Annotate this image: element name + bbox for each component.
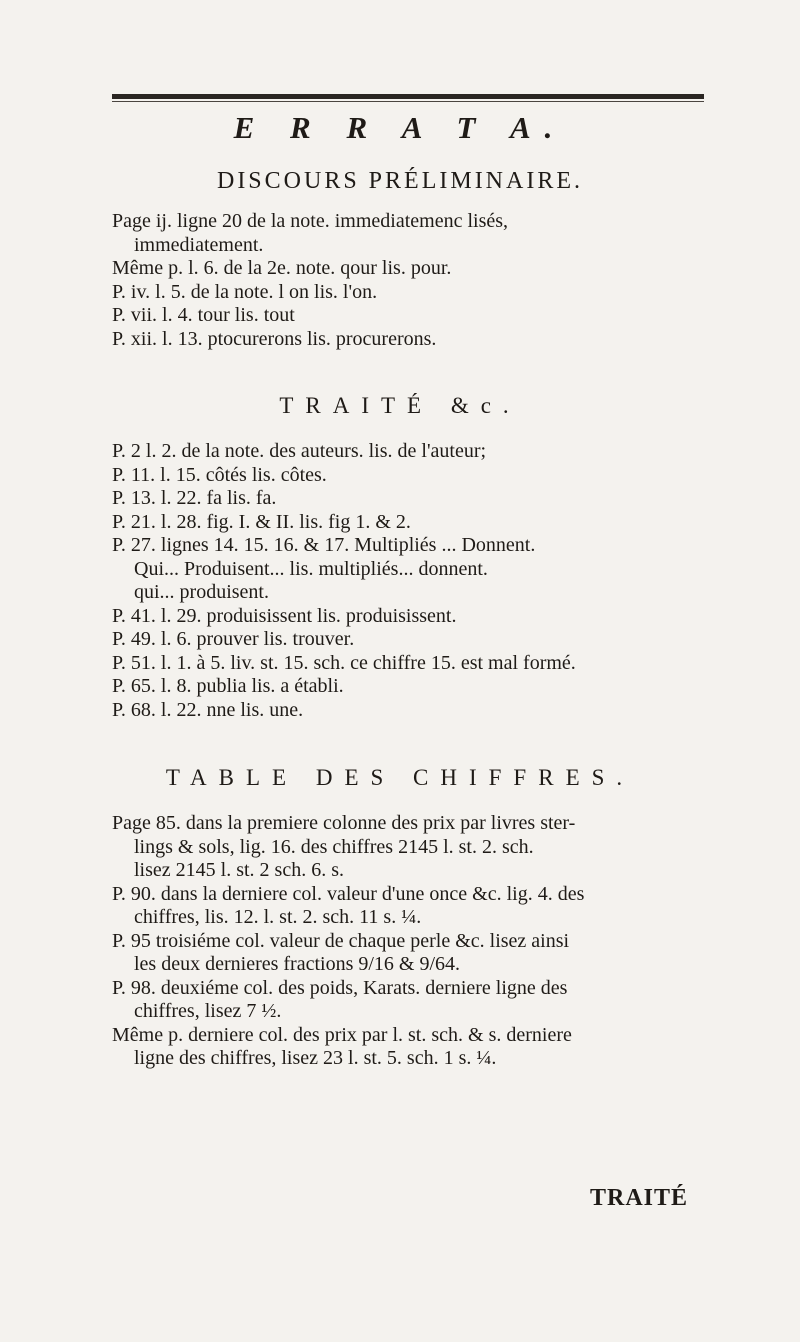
section-heading-discours: DISCOURS PRÉLIMINAIRE. [216,168,584,194]
errata-line: Même p. derniere col. des prix par l. st. sch. & s. derniere [112,1023,572,1046]
errata-line: Page 85. dans la premiere colonne des prix par livres ster- [112,812,576,834]
errata-line: P. 65. l. 8. publia lis. a établi. [112,675,344,697]
errata-line: P. 41. l. 29. produisissent lis. produisissent. [112,604,457,627]
errata-line: P. xii. l. 13. ptocurerons lis. procurerons. [112,327,437,350]
errata-line: P. 11. l. 15. côtés lis. côtes. [112,463,327,486]
errata-line: ligne des chiffres, lisez 23 l. st. 5. sch. 1 s. ¼. [134,1047,497,1069]
errata-line: chiffres, lisez 7 ½. [134,1000,282,1022]
errata-line: P. 98. deuxiéme col. des poids, Karats. derniere ligne des [112,976,568,999]
section-discours [112,210,752,351]
section-heading-traite: TRAITÉ &c. [279,393,521,418]
errata-line: P. vii. l. 4. tour lis. tout [112,304,295,326]
errata-line: lings & sols, lig. 16. des chiffres 2145 l. st. 2. sch. [134,835,534,858]
errata-line: immediatement. [134,233,264,256]
errata-line: P. 95 troisiéme col. valeur de chaque perle &c. lisez ainsi [112,929,570,952]
errata-line: lisez 2145 l. st. 2 sch. 6. s. [134,859,344,881]
section-table [112,812,752,1071]
errata-line: P. 68. l. 22. nne lis. une. [112,698,304,721]
errata-line: les deux dernieres fractions 9/16 & 9/64. [134,953,461,975]
catchword: TRAITÉ [590,1185,689,1211]
errata-line: P. iv. l. 5. de la note. l on lis. l'on. [112,280,378,303]
errata-line: P. 21. l. 28. fig. I. & II. lis. fig 1. & 2. [112,510,411,533]
page-title: E R R A T A. [233,110,567,145]
errata-line: qui... produisent. [134,581,269,603]
errata-line: Page ij. ligne 20 de la note. immediatemenc lisés, [112,210,509,232]
errata-line: P. 90. dans la derniere col. valeur d'une once &c. lig. 4. des [112,882,585,905]
errata-line: P. 49. l. 6. prouver lis. trouver. [112,628,355,650]
errata-line: Même p. l. 6. de la 2e. note. qour lis. pour. [112,257,452,279]
section-heading-table: TABLE DES CHIFFRES. [165,765,635,790]
errata-line: Qui... Produisent... lis. multipliés... donnent. [134,557,488,580]
errata-line: P. 13. l. 22. fa lis. fa. [112,487,277,509]
errata-line: P. 2 l. 2. de la note. des auteurs. lis. de l'auteur; [112,440,487,462]
errata-line: P. 51. l. 1. à 5. liv. st. 15. sch. ce chiffre 15. est mal formé. [112,651,576,674]
section-traite [112,440,752,722]
errata-line: chiffres, lis. 12. l. st. 2. sch. 11 s. ¼. [134,906,422,928]
errata-line: P. 27. lignes 14. 15. 16. & 17. Multipliés ... Donnent. [112,534,536,556]
